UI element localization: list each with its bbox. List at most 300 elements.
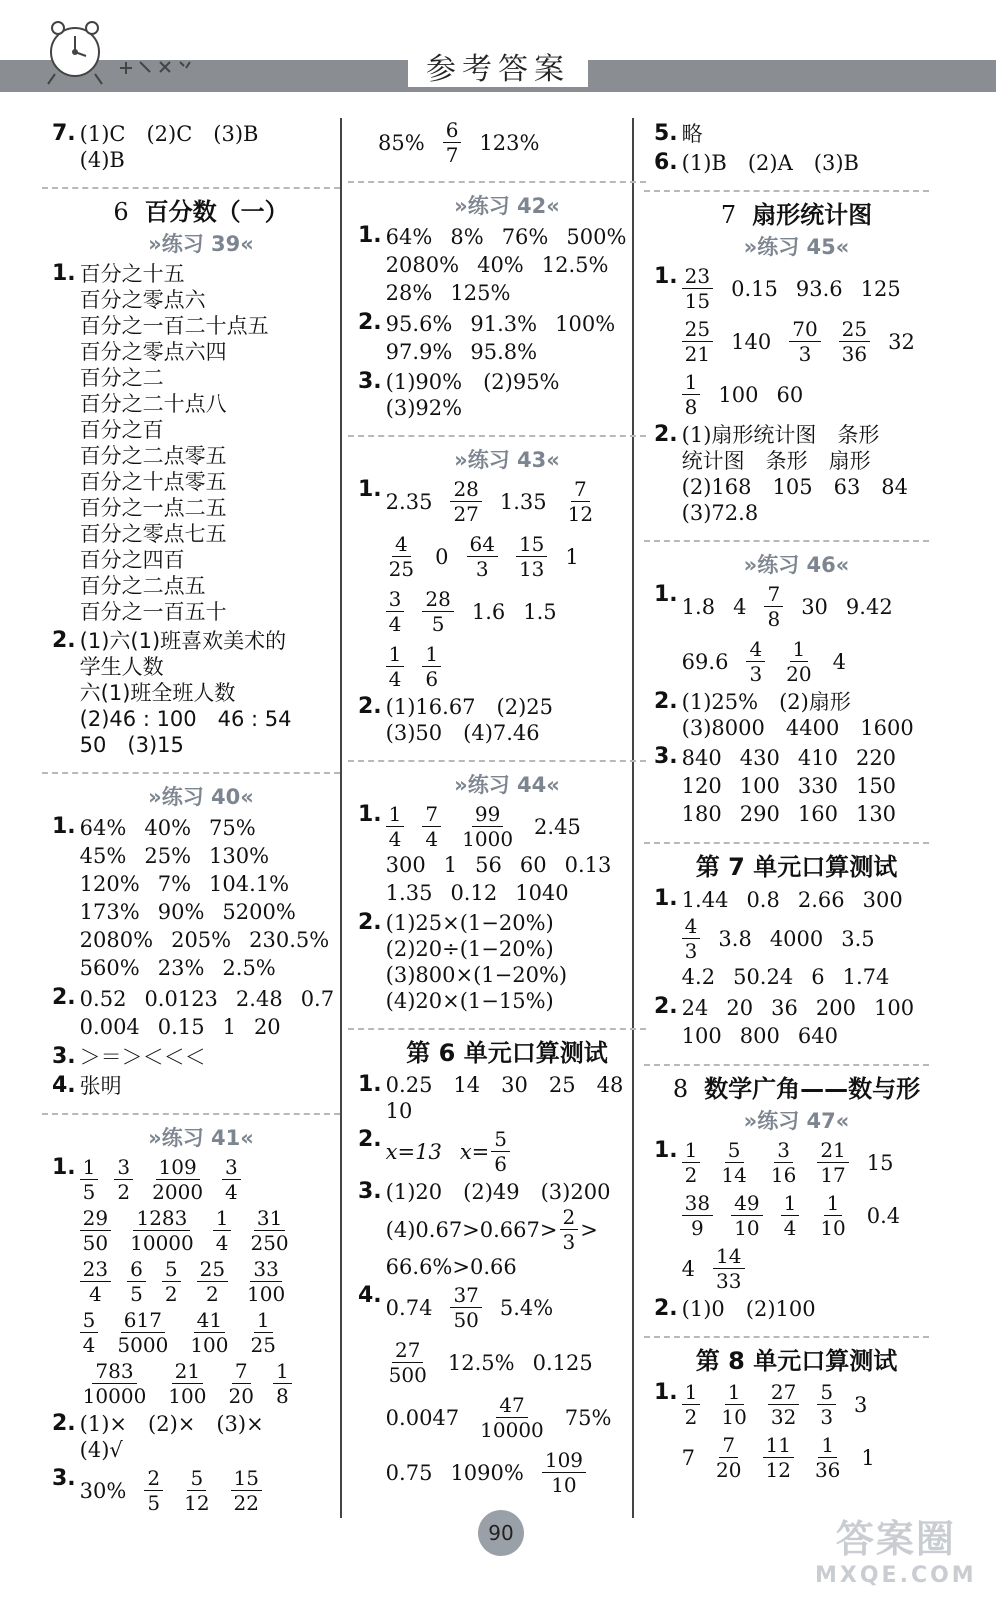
numerator: 1: [818, 1433, 837, 1458]
item-number: 1.: [654, 1380, 678, 1405]
answer-item: [52, 121, 350, 173]
answer-value: 290: [739, 802, 780, 826]
answer-text: (3)800×(1−20%): [385, 963, 568, 987]
answer-value: 430: [739, 746, 780, 770]
answer-value: 4.2: [681, 965, 716, 989]
answer-text: (2)46 : 100 46 : 54: [79, 707, 292, 731]
numerator: 21: [172, 1359, 203, 1384]
answer-value: 500%: [566, 225, 627, 249]
answer-value: 5200%: [222, 900, 296, 924]
answer-item: [358, 223, 656, 307]
denominator: 5: [130, 1282, 143, 1306]
item-number: 1.: [358, 802, 382, 827]
section-divider: [644, 190, 929, 192]
item-number: 1.: [358, 1072, 382, 1097]
answer-text: (2)20÷(1−20%): [385, 937, 554, 961]
fraction: [817, 1380, 836, 1429]
answer-value: 173%: [79, 900, 140, 924]
section-divider: [42, 1113, 340, 1115]
answer-text: (4)20×(1−15%): [385, 989, 554, 1013]
numerator: 25: [197, 1257, 228, 1282]
answer-value: 0.004: [79, 1015, 140, 1039]
denominator: 36: [814, 1458, 841, 1482]
answer-value: 840: [681, 746, 722, 770]
denominator: 20: [716, 1458, 742, 1482]
numerator: 1: [682, 1138, 701, 1163]
numerator: 15: [231, 1466, 262, 1491]
fraction: $\frac{1}{20}$: [786, 637, 812, 686]
denominator: 20: [228, 1384, 254, 1408]
answer-value: 300: [385, 853, 426, 877]
answer-column-1: [52, 118, 350, 1518]
answer-value: 130%: [209, 844, 270, 868]
answer-text: 张明: [79, 1074, 122, 1098]
item-number: 2.: [358, 1127, 382, 1152]
denominator: 2: [164, 1282, 178, 1306]
answer-text: (1)25% (2)扇形: [681, 690, 851, 714]
fraction: [763, 1433, 794, 1482]
denominator: 100: [190, 1333, 229, 1357]
test-title: 第 6 单元口算测试: [406, 1039, 608, 1067]
numerator: 33: [250, 1257, 281, 1282]
answer-row: [80, 1155, 292, 1204]
answer-item: [52, 1466, 350, 1515]
answer-item: [654, 689, 939, 741]
answer-text: (3)72.8: [681, 501, 759, 525]
numerator: 31: [254, 1206, 285, 1231]
numerator: 7: [719, 1433, 738, 1458]
numerator: 29: [80, 1206, 111, 1231]
answer-text: 百分之一百二十点五: [79, 314, 269, 338]
answer-row: [80, 870, 330, 898]
answer-text: 百分之零点六: [79, 288, 206, 312]
numerator: 3: [222, 1155, 241, 1180]
fraction: [80, 1308, 99, 1357]
answer-text: (1)90% (2)95%: [385, 370, 560, 394]
answer-text: (3)50 (4)7.46: [385, 721, 540, 745]
answer-value: 36: [771, 996, 798, 1020]
answer-text: 百分之二点五: [79, 574, 206, 598]
answer-value: 24: [681, 996, 709, 1020]
answer-value: 1040: [515, 881, 569, 905]
fraction: $\frac{5}{6}$: [491, 1127, 510, 1176]
answer-value: 56: [475, 853, 502, 877]
answer-value: 410: [797, 746, 838, 770]
denominator: 4: [89, 1282, 102, 1306]
answer-value: 1.74: [842, 965, 890, 989]
item-number: 1.: [654, 1138, 678, 1163]
fraction: [222, 1155, 241, 1204]
denominator: 8: [275, 1384, 289, 1408]
numerator: 1: [80, 1155, 99, 1180]
denominator: 5: [82, 1180, 96, 1204]
section-divider: [348, 181, 646, 183]
answer-value: 40%: [477, 253, 524, 277]
fraction: $\frac{64}{3}$: [467, 532, 498, 581]
fraction: $\frac{7}{4}$: [422, 802, 441, 851]
answer-row: [358, 118, 656, 167]
answer-text: 统计图 条形 扇形: [681, 449, 871, 473]
answer-text: (1)六(1)班喜欢美术的: [79, 629, 287, 653]
answer-text: (1)16.67 (2)25: [385, 695, 554, 719]
fraction: [713, 1433, 744, 1482]
fraction: $\frac{15}{13}$: [516, 532, 547, 581]
fraction: $\frac{28}{5}$: [422, 587, 453, 636]
answer-text: (1)25×(1−20%): [385, 911, 554, 935]
answer-value: 0.0123: [144, 987, 218, 1011]
answer-text: 百分之二: [79, 366, 164, 390]
numerator: 38: [682, 1191, 713, 1216]
answer-row: [682, 772, 896, 800]
exercise-title: »练习 39«: [148, 232, 254, 256]
exercise-title: »练习 45«: [743, 235, 850, 259]
unit-title: 6 百分数（一）: [113, 198, 289, 226]
answer-item: [654, 1296, 939, 1322]
answer-value: 1: [222, 1015, 236, 1039]
answer-row: [80, 842, 330, 870]
answer-value: 300: [862, 888, 903, 912]
exercise-title: »练习 43«: [454, 448, 560, 472]
fraction: [718, 1138, 749, 1187]
answer-text: (1)扇形统计图 条形: [681, 423, 880, 447]
answer-row: [682, 800, 896, 828]
answer-value: 800: [739, 1024, 780, 1048]
answer-item: [52, 1155, 350, 1408]
answer-value: 100: [739, 774, 780, 798]
fraction: [817, 1191, 848, 1240]
answer-row: [386, 223, 627, 251]
answer-value: 20: [253, 1015, 281, 1039]
item-number: 5.: [654, 121, 678, 146]
denominator: 2: [684, 1163, 698, 1187]
fraction: [718, 1380, 749, 1429]
fraction: $\frac{23}{15}$: [682, 264, 713, 313]
item-number: 2.: [654, 994, 678, 1019]
numerator: 1: [682, 1380, 701, 1405]
answer-text: 0.25 14 30 25 48: [385, 1073, 624, 1097]
item-number: 7.: [52, 121, 76, 146]
fraction: $\frac{6}{7}$: [443, 118, 462, 167]
section-divider: [348, 760, 646, 762]
fraction: $\frac{1}{8}$: [682, 370, 701, 419]
item-number: 2.: [358, 310, 382, 335]
item-number: 3.: [358, 1179, 382, 1204]
fraction: $\frac{1}{4}$: [386, 642, 405, 691]
fraction: [187, 1308, 231, 1357]
denominator: 3: [820, 1405, 834, 1429]
answer-text: (1)B (2)A (3)B: [681, 151, 859, 175]
fraction: [149, 1155, 206, 1204]
fraction: [144, 1466, 163, 1515]
page-header: [0, 0, 996, 92]
answer-column-3: [654, 118, 939, 1485]
fraction: $\frac{7}{12}$: [567, 477, 594, 526]
answer-item: [358, 1072, 656, 1124]
answer-text: (1)× (2)× (3)×: [79, 1412, 264, 1436]
unit-title: 7 扇形统计图: [720, 201, 873, 229]
answer-text: (4)B: [79, 148, 125, 172]
denominator: 5000: [117, 1333, 169, 1357]
answer-value: 330: [797, 774, 838, 798]
section-divider: [348, 435, 646, 437]
denominator: 4: [225, 1180, 238, 1204]
answer-item: [654, 994, 939, 1050]
answer-text: 学生人数: [79, 655, 164, 679]
fraction: [80, 1155, 99, 1204]
answer-value: 200: [815, 996, 856, 1020]
page-number: 90: [478, 1510, 524, 1556]
fraction: $\frac{14}{33}$: [713, 1244, 744, 1293]
section-divider: [42, 187, 340, 189]
item-number: 1.: [358, 477, 382, 502]
item-number: 1.: [654, 582, 678, 607]
fraction: [768, 1138, 799, 1187]
answer-item: 1. 1.44 0.8 2.66 300 $\frac{4}{3}$ 3.8 4000 3.5 4.2 50.24 6 1.74: [654, 886, 903, 989]
item-number: 2.: [52, 628, 76, 653]
answer-text: 百分之一百五十: [79, 600, 227, 624]
answer-item: [654, 1380, 939, 1482]
denominator: 100: [168, 1384, 207, 1408]
answer-value: 100: [681, 1024, 722, 1048]
section-divider: [644, 1064, 929, 1066]
numerator: 1: [273, 1359, 292, 1384]
fraction: $\frac{1}{6}$: [422, 642, 441, 691]
numerator: 6: [127, 1257, 146, 1282]
answer-item: 3. (1)20 (2)49 (3)200 (4)0.67>0.667> $\frac{2}{3}$ > 66.6%>0.66: [358, 1179, 611, 1279]
answer-text: 85%: [378, 130, 425, 155]
answer-item: [358, 310, 656, 366]
fraction: [127, 1257, 146, 1306]
answer-value: 100%: [555, 312, 616, 336]
fraction: $\frac{2}{3}$: [560, 1205, 579, 1254]
numerator: 5: [725, 1138, 744, 1163]
item-number: 3.: [52, 1466, 76, 1491]
denominator: 25: [250, 1333, 276, 1357]
section-divider: [348, 1028, 646, 1030]
denominator: 5: [147, 1491, 161, 1515]
fraction: [114, 1155, 133, 1204]
answer-value: 75%: [209, 816, 256, 840]
answer-value: 64%: [385, 225, 433, 249]
denominator: 10000: [82, 1384, 147, 1408]
fraction: [682, 1380, 701, 1429]
fraction: [80, 1206, 111, 1255]
answer-value: 1.44: [681, 888, 729, 912]
item-number: 3.: [52, 1044, 76, 1069]
test-title: 第 7 单元口算测试: [695, 853, 898, 881]
denominator: 4: [215, 1231, 229, 1255]
answer-row: [80, 1257, 292, 1306]
answer-value: 2.5%: [222, 956, 276, 980]
answer-value: 28%: [385, 281, 433, 305]
exercise-title: »练习 40«: [148, 785, 254, 809]
denominator: 2000: [152, 1180, 204, 1204]
fraction: $\frac{25}{36}$: [839, 317, 870, 366]
answer-row: [80, 1308, 292, 1357]
fraction: [197, 1257, 228, 1306]
numerator: 3: [774, 1138, 793, 1163]
fraction: [812, 1433, 843, 1482]
numerator: 27: [768, 1380, 799, 1405]
fraction: $\frac{4}{3}$: [746, 637, 765, 686]
answer-text: 百分之二点零五: [79, 444, 227, 468]
item-number: 2.: [654, 422, 678, 447]
answer-item: [52, 1044, 350, 1070]
answer-value: 91.3%: [470, 312, 538, 336]
answer-value: 2080%: [79, 928, 154, 952]
answer-value: 90%: [157, 900, 205, 924]
fraction: [244, 1257, 288, 1306]
item-number: 4.: [358, 1283, 382, 1308]
answer-value: 1: [443, 853, 458, 877]
numerator: 5: [162, 1257, 181, 1282]
fraction: $\frac{70}{3}$: [789, 317, 820, 366]
answer-item: [52, 628, 350, 758]
answer-text: 123%: [479, 130, 540, 155]
item-number: 2.: [654, 1296, 678, 1321]
fraction: [682, 1138, 701, 1187]
fraction: [114, 1308, 171, 1357]
denominator: 50: [82, 1231, 109, 1255]
answer-row: [80, 926, 330, 954]
denominator: 2: [684, 1405, 698, 1429]
answer-value: 8%: [450, 225, 484, 249]
denominator: 2: [205, 1282, 219, 1306]
answer-value: 23%: [157, 956, 205, 980]
answer-row: [80, 814, 330, 842]
answer-value: 130: [855, 802, 897, 826]
fraction: [768, 1380, 799, 1429]
answer-value: 0.7: [300, 987, 335, 1011]
answer-text: 百分之十点零五: [79, 470, 227, 494]
fraction: $\frac{3}{4}$: [386, 587, 405, 636]
numerator: 783: [92, 1359, 136, 1384]
answer-value: 95.8%: [470, 340, 538, 364]
numerator: 3: [114, 1155, 133, 1180]
answer-item: [358, 910, 656, 1014]
denominator: 22: [233, 1491, 259, 1515]
answer-item: 4. 0.74 $\frac{37}{50}$ 5.4% $\frac{27}{500}$ 12.5% 0.125 0.0047 $\frac{47}{10000}$ 75% 0.75 1090% $\frac{109}{10}$: [358, 1283, 612, 1497]
answer-text: 百分之零点七五: [79, 522, 227, 546]
exercise-title: »练习 42«: [454, 194, 560, 218]
answer-value: 205%: [171, 928, 232, 952]
answer-value: 95.6%: [385, 312, 453, 336]
unit-title: 8 数学广角——数与形: [672, 1075, 921, 1103]
fraction: $\frac{99}{1000}$: [462, 802, 514, 851]
fraction: [213, 1206, 232, 1255]
item-number: 1.: [654, 264, 678, 289]
answer-item: [654, 422, 939, 526]
fraction: [273, 1359, 292, 1408]
answer-text: 50 (3)15: [79, 733, 184, 757]
answer-item: 2. x=13 x= $\frac{5}{6}$: [358, 1127, 656, 1176]
answer-value: 104.1%: [209, 872, 290, 896]
answer-text: 百分之四百: [79, 548, 185, 572]
item-number: 6.: [654, 150, 678, 175]
fraction: $\frac{25}{21}$: [682, 317, 713, 366]
exercise-title: »练习 47«: [743, 1109, 850, 1133]
denominator: 32: [770, 1405, 797, 1429]
answer-item: [358, 369, 656, 421]
numerator: 7: [232, 1359, 251, 1384]
answer-value: 120%: [79, 872, 140, 896]
numerator: 1: [254, 1308, 273, 1333]
answer-text: (1)20 (2)49 (3)200: [385, 1180, 611, 1204]
answer-value: 0.15: [157, 1015, 205, 1039]
fraction: [248, 1308, 279, 1357]
answer-row: [80, 1013, 334, 1041]
answer-row: [386, 338, 615, 366]
item-number: 4.: [52, 1073, 76, 1098]
answer-text: 百分之一点二五: [79, 496, 227, 520]
fraction: $\frac{4}{25}$: [388, 532, 415, 581]
answer-value: 25%: [144, 844, 192, 868]
answer-value: 20: [726, 996, 754, 1020]
denominator: 14: [721, 1163, 747, 1187]
answer-value: 125%: [450, 281, 511, 305]
fraction: [247, 1206, 291, 1255]
numerator: 1: [725, 1380, 744, 1405]
answer-text: 66.6%>0.66: [385, 1255, 517, 1279]
answer-value: 220: [855, 746, 897, 770]
answer-item: 1. 2.35 $\frac{28}{27}$ 1.35 $\frac{7}{12}$ $\frac{4}{25}$ 0 $\frac{64}{3}$ $\frac{15}{13}$ 1 $\frac{3}{4}$ $\frac{28}{5}$ 1.6 1.5 $\frac{1}{4}$ $\frac{1}{6}$: [358, 477, 656, 691]
answer-value: 7: [681, 1445, 696, 1470]
item-number: 1.: [52, 814, 76, 839]
answer-item: [52, 985, 350, 1041]
answer-text: 六(1)班全班人数: [79, 681, 236, 705]
answer-item: 1. 1.8 4 $\frac{7}{8}$ 30 9.42 69.6 $\frac{4}{3}$ $\frac{1}{20}$ 4: [654, 582, 893, 686]
answer-value: 60: [519, 853, 547, 877]
item-number: 2.: [52, 985, 76, 1010]
answer-value: 560%: [79, 956, 140, 980]
answer-item: [654, 150, 939, 176]
fraction: [781, 1191, 800, 1240]
section-divider: [644, 540, 929, 542]
numerator: 41: [194, 1308, 225, 1333]
numerator: 1283: [133, 1206, 190, 1231]
numerator: 1: [781, 1191, 800, 1216]
numerator: 1: [824, 1191, 843, 1216]
answer-value: 76%: [501, 225, 549, 249]
answer-text: 百分之零点六四: [79, 340, 227, 364]
answer-row: [386, 251, 627, 279]
item-number: 3.: [654, 744, 678, 769]
item-number: 1.: [52, 1155, 76, 1180]
exercise-title: »练习 46«: [743, 553, 850, 577]
denominator: 16: [770, 1163, 797, 1187]
answer-value: 97.9%: [385, 340, 453, 364]
fraction: [162, 1257, 181, 1306]
fraction: [231, 1466, 262, 1515]
answer-value: 7%: [157, 872, 192, 896]
answer-text: (2)168 105 63 84: [681, 475, 909, 499]
answer-text: 略: [681, 122, 703, 146]
answer-value: 160: [797, 802, 838, 826]
section-divider: [644, 1336, 929, 1338]
answer-text: 百分之二十点八: [79, 392, 227, 416]
answer-value: 2080%: [385, 253, 460, 277]
answer-text: 10: [385, 1099, 413, 1123]
answer-item: [358, 694, 656, 746]
answer-text: (1)0 (2)100: [681, 1297, 816, 1321]
answer-row: [386, 310, 615, 338]
answer-row: [80, 1206, 292, 1255]
answer-item: 1. $\frac{1}{2}$ $\frac{5}{14}$ $\frac{3}{16}$ $\frac{21}{17}$ 15 $\frac{38}{9}$ $\frac{49}{10}$ $\frac{1}{4}$ $\frac{1}{10}$ 0.4 4 $\frac{14}{33}$: [654, 1138, 901, 1293]
denominator: 10000: [130, 1231, 194, 1255]
answer-text: 百分之十五: [79, 262, 185, 286]
numerator: 5: [817, 1380, 836, 1405]
header-title: 参考答案: [0, 44, 996, 88]
